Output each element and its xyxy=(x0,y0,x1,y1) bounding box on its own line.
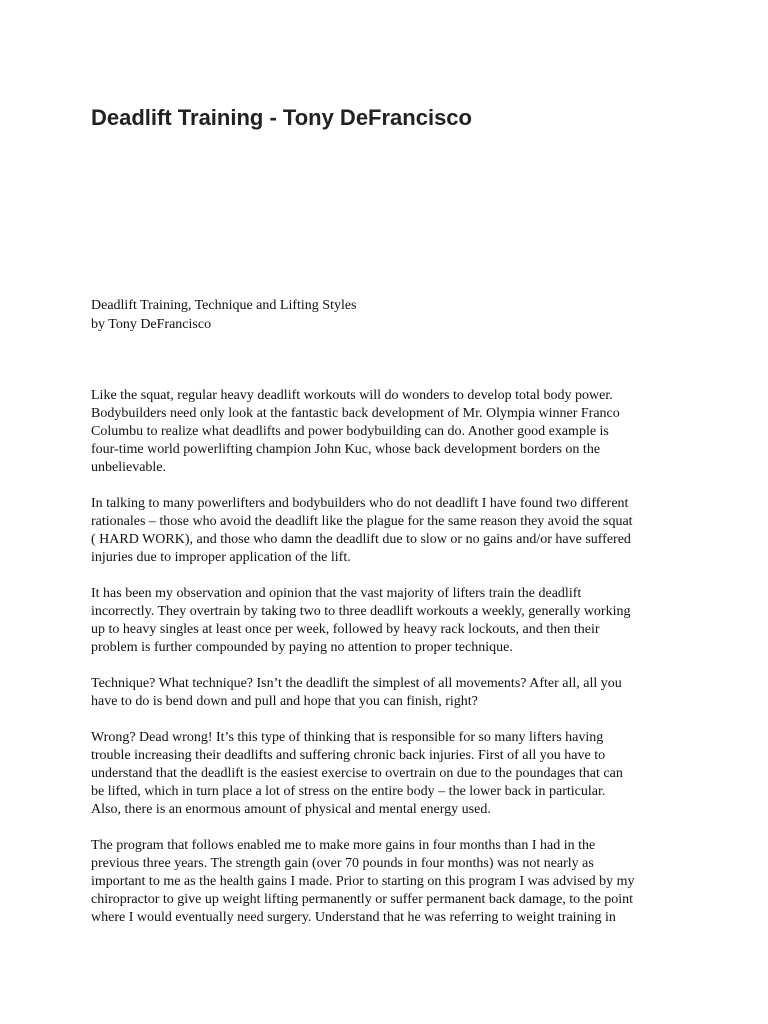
text-line: injuries due to improper application of the lift. xyxy=(91,550,351,565)
text-line: rationales – those who avoid the deadlift like the plague for the same reason they avoid the squat xyxy=(91,514,633,529)
text-line: up to heavy singles at least once per week, followed by heavy rack lockouts, and then their xyxy=(91,622,600,637)
article-body xyxy=(91,387,691,927)
text-line: Technique? What technique? Isn’t the deadlift the simplest of all movements? After all, all you xyxy=(91,676,622,691)
text-line: unbelievable. xyxy=(91,460,167,475)
text-line: Bodybuilders need only look at the fantastic back development of Mr. Olympia winner Franco xyxy=(91,406,620,421)
text-line: previous three years. The strength gain (over 70 pounds in four months) was not nearly as xyxy=(91,856,594,871)
article-byline: by Tony DeFrancisco xyxy=(91,317,212,332)
text-line: understand that the deadlift is the easiest exercise to overtrain on due to the poundages that can xyxy=(91,766,623,781)
text-line: Also, there is an enormous amount of physical and mental energy used. xyxy=(91,802,491,817)
text-line: Columbu to realize what deadlifts and power bodybuilding can do. Another good example is xyxy=(91,424,609,439)
text-line: important to me as the health gains I made. Prior to starting on this program I was advised by my xyxy=(91,874,635,889)
document-title: Deadlift Training - Tony DeFrancisco xyxy=(91,105,472,130)
paragraph xyxy=(91,837,691,927)
text-line: have to do is bend down and pull and hope that you can finish, right? xyxy=(91,694,478,709)
text-line: Like the squat, regular heavy deadlift workouts will do wonders to develop total body power. xyxy=(91,388,613,403)
paragraph xyxy=(91,729,691,819)
text-line: It has been my observation and opinion that the vast majority of lifters train the deadlift xyxy=(91,586,582,601)
text-line: four-time world powerlifting champion John Kuc, whose back development borders on the xyxy=(91,442,601,457)
text-line: trouble increasing their deadlifts and suffering chronic back injuries. First of all you have to xyxy=(91,748,606,763)
paragraph xyxy=(91,387,691,477)
paragraph xyxy=(91,495,691,567)
text-line: incorrectly. They overtrain by taking two to three deadlift workouts a weekly, generally working xyxy=(91,604,631,619)
text-line: be lifted, which in turn place a lot of stress on the entire body – the lower back in particular. xyxy=(91,784,606,799)
text-line: chiropractor to give up weight lifting permanently or suffer permanent back damage, to the point xyxy=(91,892,634,907)
text-line: problem is further compounded by paying no attention to proper technique. xyxy=(91,640,513,655)
paragraph xyxy=(91,675,691,711)
text-line: ( HARD WORK), and those who damn the deadlift due to slow or no gains and/or have suffered xyxy=(91,532,631,547)
text-line: Wrong? Dead wrong! It’s this type of thinking that is responsible for so many lifters having xyxy=(91,730,604,745)
article-header xyxy=(91,296,691,334)
paragraph xyxy=(91,585,691,657)
article-subtitle: Deadlift Training, Technique and Lifting Styles xyxy=(91,298,357,313)
text-line: where I would eventually need surgery. Understand that he was referring to weight training in xyxy=(91,910,616,925)
text-line: The program that follows enabled me to make more gains in four months than I had in the xyxy=(91,838,596,853)
text-line: In talking to many powerlifters and bodybuilders who do not deadlift I have found two different xyxy=(91,496,629,511)
